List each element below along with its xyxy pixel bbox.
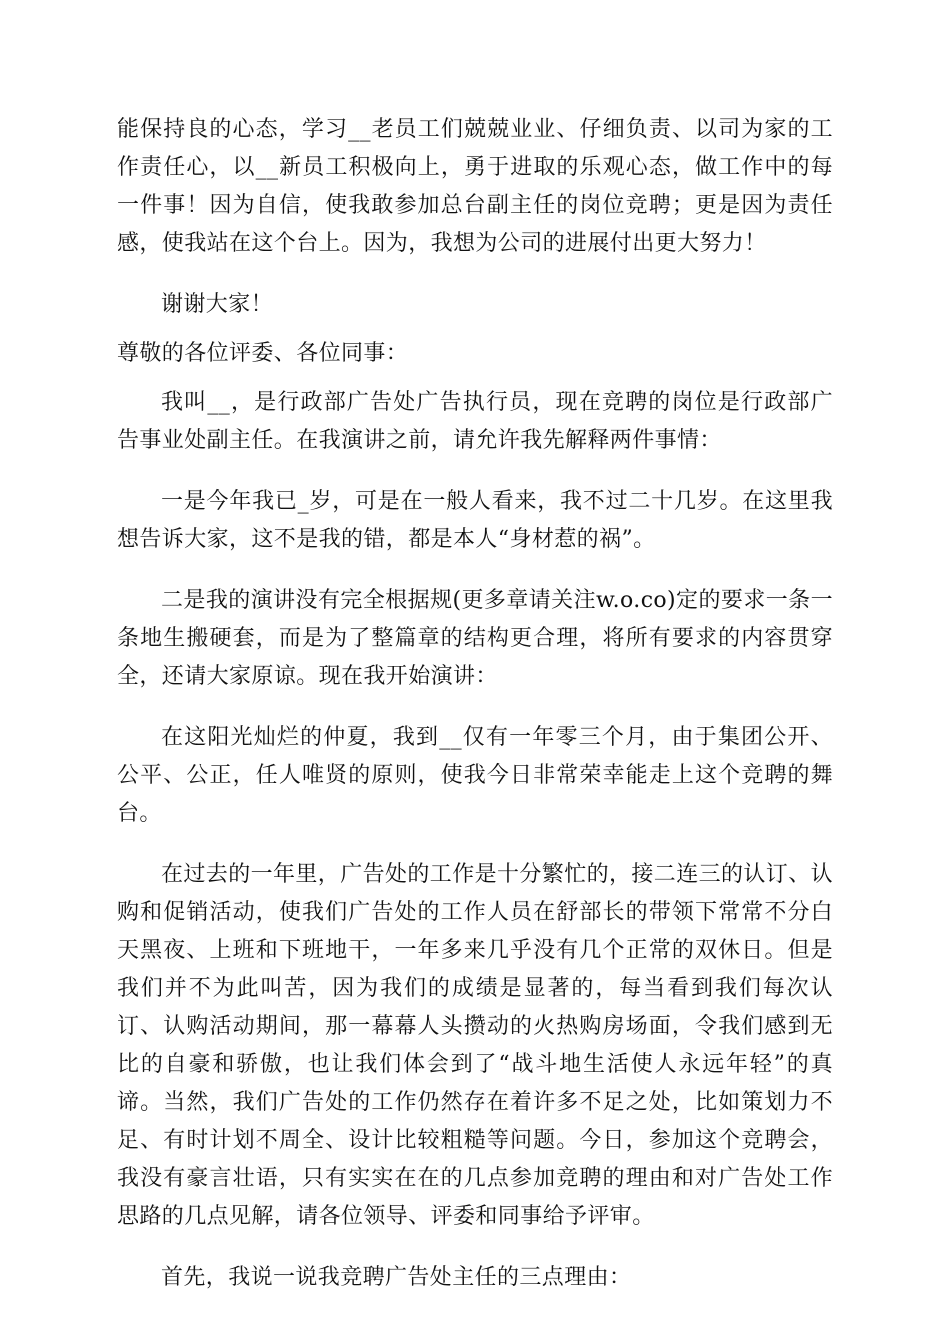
paragraph-introduction: 我叫__，是行政部广告处广告执行员，现在竞聘的岗位是行政部广告事业处副主任。在我演讲之前，请允许我先解释两件事情： [117, 390, 833, 453]
paragraph-point-two: 二是我的演讲没有完全根据规(更多章请关注w.o.co)定的要求一条一条地生搬硬套，而是为了整篇章的结构更合理，将所有要求的内容贯穿全，还请大家原谅。现在我开始演讲： [117, 588, 833, 689]
paragraph-opening: 在这阳光灿烂的仲夏，我到__仅有一年零三个月，由于集团公开、公平、公正，任人唯贤的原则，使我今日非常荣幸能走上这个竞聘的舞台。 [117, 725, 833, 826]
paragraph-past-year: 在过去的一年里，广告处的工作是十分繁忙的，接二连三的认订、认购和促销活动，使我们广告处的工作人员在舒部长的带领下常常不分白天黑夜、上班和下班地干，一年多来几乎没有几个正常的双休日。但是我们并不为此叫苦，因为我们的成绩是显著的，每当看到我们每次认订、认购活动期间，那一幕幕人头攒动的火热购房场面，令我们感到无比的自豪和骄傲，也让我们体会到了“战斗地生活使人永远年轻”的真谛。当然，我们广告处的工作仍然存在着许多不足之处，比如策划力不足、有时计划不周全、设计比较粗糙等问题。今日，参加这个竞聘会，我没有豪言壮语，只有实实在在的几点参加竞聘的理由和对广告处工作思路的几点见解，请各位领导、评委和同事给予评审。 [117, 862, 834, 1229]
paragraph-point-one: 一是今年我已_岁，可是在一般人看来，我不过二十几岁。在这里我想告诉大家，这不是我的错，都是本人“身材惹的祸”。 [117, 489, 833, 552]
paragraph-salutation: 尊敬的各位评委、各位同事： [117, 341, 409, 366]
document-page [117, 111, 833, 1297]
paragraph-thanks: 谢谢大家！ [161, 292, 274, 317]
paragraph-reasons-intro: 首先，我说一说我竞聘广告处主任的三点理由： [161, 1265, 632, 1290]
paragraph-continuation: 能保持良的心态，学习__老员工们兢兢业业、仔细负责、以司为家的工作责任心，以__新员工积极向上，勇于进取的乐观心态，做工作中的每一件事！因为自信，使我敢参加总台副主任的岗位竞聘；更是因为责任感，使我站在这个台上。因为，我想为公司的进展付出更大努力！ [117, 117, 833, 256]
